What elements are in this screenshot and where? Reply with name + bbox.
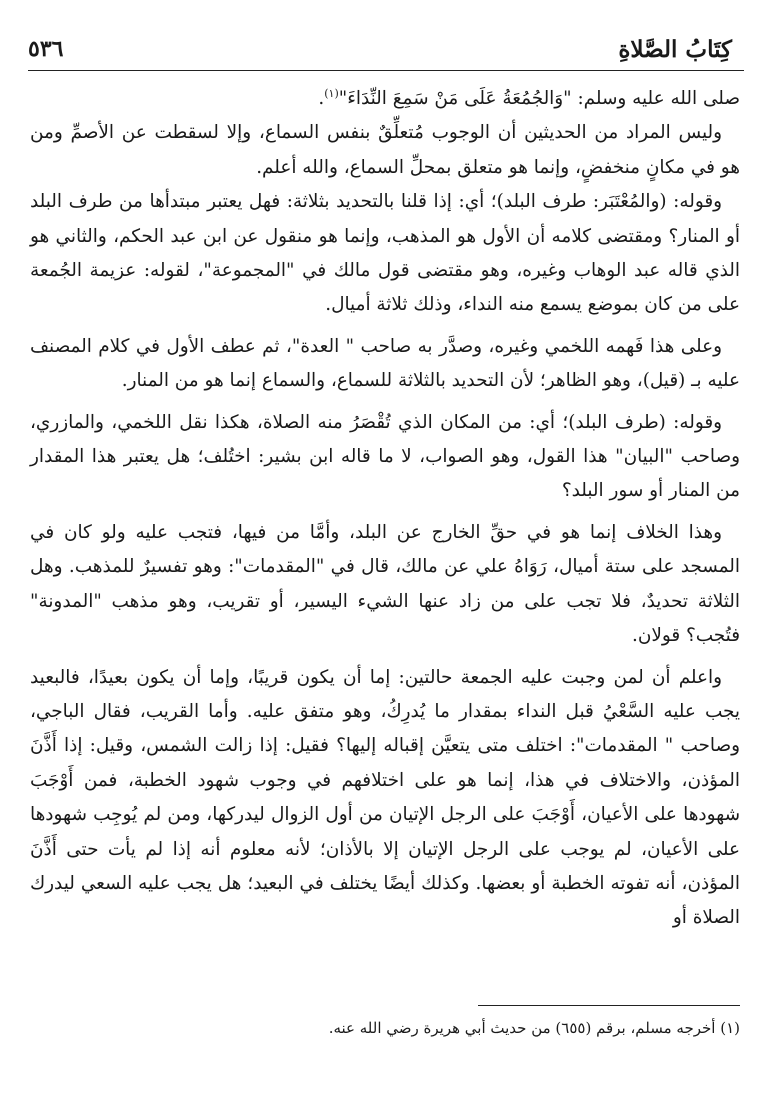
running-header (28, 30, 744, 70)
footnote-divider (478, 1005, 740, 1006)
paragraph-2: وليس المراد من الحديثين أن الوجوب مُتعلِّقٌ بنفس السماع، وإلا لسقطت عن الأصمِّ ومن هو في مكانٍ منخفضٍ، وإنما هو متعلق بمحلِّ السماع، والله أعلم. (30, 122, 740, 178)
paragraph-3: وقوله: (والمُعْتَبَر: طرف البلد)؛ أي: إذا قلنا بالتحديد بثلاثة: فهل يعتبر مبتدأها من طرف البلد أو المنار؟ ومقتضى كلامه أن الأول هو المذهب، وإنما هو منقول عن ابن عبد الحكم، والثاني هو الذي قاله عبد الوهاب وغيره، وهو مقتضى قول مالك في "المجموعة"، لقوله: عزيمة الجُمعة على من كان بموضع يسمع منه النداء، وذلك ثلاثة أميال. (30, 191, 740, 316)
footnote: (١) أخرجه مسلم، برقم (٦٥٥) من حديث أبي هريرة رضي الله عنه. (328, 1019, 740, 1037)
paragraph-text: صلى الله عليه وسلم: "وَالجُمُعَةُ عَلَى مَنْ سَمِعَ النِّدَاءَ" (338, 88, 740, 109)
paragraph-6: وهذا الخلاف إنما هو في حقِّ الخارج عن البلد، وأمَّا من فيها، فتجب عليه ولو كان في المسجد على ستة أميال، رَوَاهُ علي عن مالك، قال في "المقدمات": وهو تفسيرٌ للمذهب. وهل الثلاثة تحديدٌ، فلا تجب على من زاد عنها الشيء اليسير، أو تقريب، وهو مذهب "المدونة" فتُجب؟ قولان. (30, 521, 740, 647)
main-text (30, 82, 740, 936)
footnote-reference: (١) (324, 86, 339, 100)
paragraph-5: وقوله: (طرف البلد)؛ أي: من المكان الذي تُقْصَرُ منه الصلاة، هكذا نقل اللخمي، والمازري، وصاحب "البيان" هذا القول، وهو الصواب، لا ما قاله ابن بشير: اختُلف؛ هل يعتبر هذا المقدار من المنار أو سور البلد؟ (30, 411, 740, 502)
chapter-title: كِتَابُ الصَّلاةِ (618, 36, 732, 63)
header-divider (28, 70, 744, 71)
paragraph-4: وعلى هذا فَهمه اللخمي وغيره، وصدَّر به صاحب " العدة"، ثم عطف الأول في كلام المصنف عليه بـ (قيل)، وهو الظاهر؛ لأن التحديد بالثلاثة للسماع، والسماع إنما هو من المنار. (30, 335, 740, 392)
page-number: ٥٣٦ (28, 36, 64, 62)
paragraph-tail: . (318, 88, 325, 109)
paragraph-1 (30, 82, 740, 116)
paragraph-7: واعلم أن لمن وجبت عليه الجمعة حالتين: إما أن يكون قريبًا، وإما أن يكون بعيدًا، فالبعيد يجب عليه السَّعْيُ قبل النداء بمقدار ما يُدرِكُ، وهو متفق عليه. وأما القريب، فقال الباجي، وصاحب " المقدمات": اختلف متى يتعيَّن إقباله إليها؟ فقيل: إذا زالت الشمس، وقيل: إذا أَذَّنَ المؤذن، والاختلاف في هذا، إنما هو على اختلافهم في وجوب شهود الخطبة، فمن أَوْجَبَ شهودها على الأعيان، أَوْجَبَ على الرجل الإتيان من أول الزوال ليدركها، ومن لم يُوجِب شهودها على الأعيان، لم يوجب على الرجل الإتيان إلا بالأذان؛ لأنه معلوم أنه إذا لم يأت حتى أَذَّنَ المؤذن، أنه تفوته الخطبة أو بعضها. وكذلك أيضًا يختلف في البعيد؛ هل يجب عليه السعي ليدرك الصلاة أو (30, 666, 740, 929)
